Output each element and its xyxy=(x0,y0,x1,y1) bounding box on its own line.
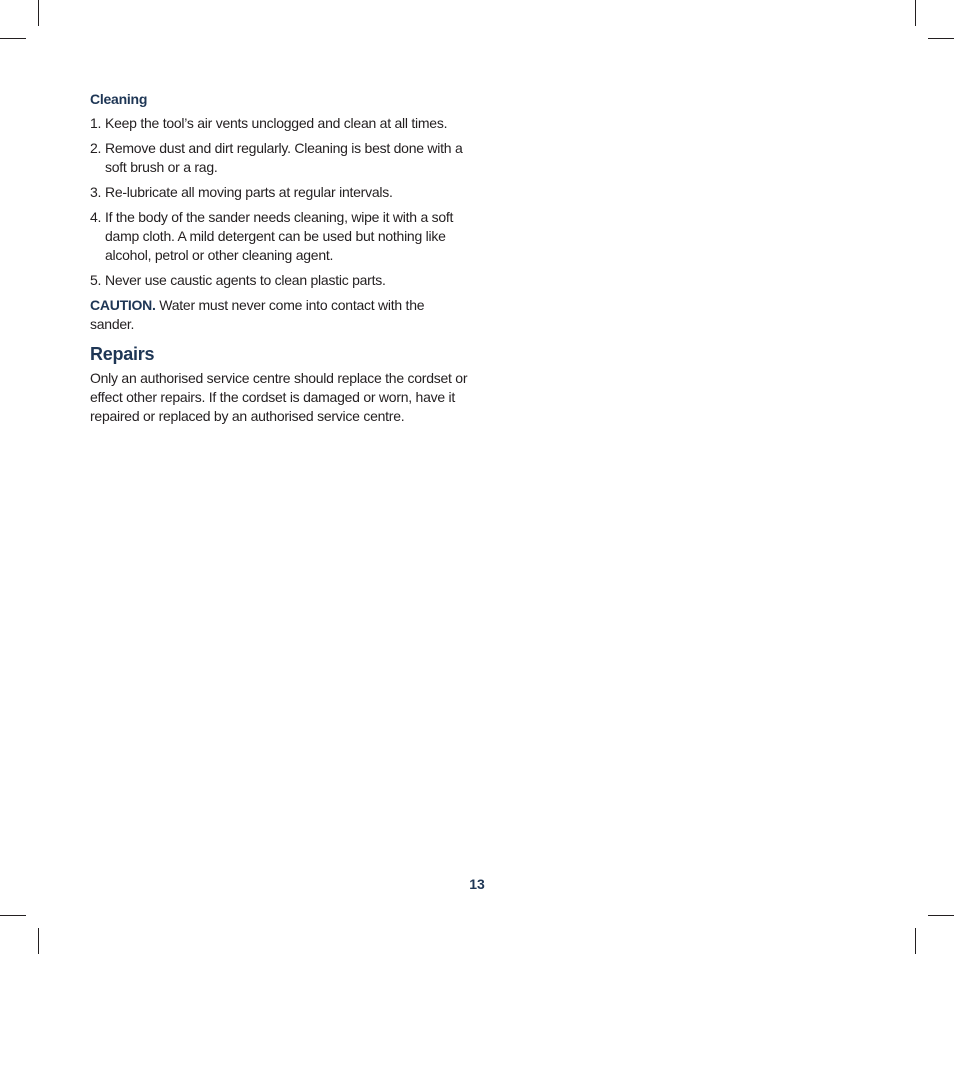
list-item-number: 2. xyxy=(90,140,102,156)
caution-text: Water must never come into contact with the sander. xyxy=(90,297,425,332)
repairs-paragraph: Only an authorised service centre should replace the cordset or effect other repairs. If the cordset is damaged or worn, have it repaired or replaced by an authorised service centre. xyxy=(90,370,468,424)
caution-label: CAUTION. xyxy=(90,297,156,313)
list-item-text: Keep the tool’s air vents unclogged and clean at all times. xyxy=(105,115,448,131)
list-item xyxy=(90,183,470,202)
list-item xyxy=(90,139,470,177)
page-number: 13 xyxy=(469,876,485,892)
crop-mark-bottom-right-horizontal xyxy=(928,915,954,916)
list-item-number: 5. xyxy=(90,272,102,288)
cleaning-steps-list xyxy=(90,114,470,290)
list-item-text: Never use caustic agents to clean plastic parts. xyxy=(105,272,386,288)
crop-mark-bottom-right-vertical xyxy=(915,928,916,954)
crop-mark-top-left-horizontal xyxy=(0,38,26,39)
repairs-heading: Repairs xyxy=(90,344,155,364)
cleaning-heading: Cleaning xyxy=(90,91,148,107)
crop-mark-top-right-horizontal xyxy=(928,38,954,39)
caution-note xyxy=(90,296,470,334)
crop-mark-bottom-left-vertical xyxy=(38,928,39,954)
crop-mark-top-right-vertical xyxy=(915,0,916,26)
crop-mark-bottom-left-horizontal xyxy=(0,915,26,916)
list-item xyxy=(90,208,470,265)
list-item xyxy=(90,271,470,290)
list-item-text: Remove dust and dirt regularly. Cleaning is best done with a soft brush or a rag. xyxy=(105,140,463,175)
list-item-text: Re-lubricate all moving parts at regular intervals. xyxy=(105,184,393,200)
list-item xyxy=(90,114,470,133)
list-item-number: 1. xyxy=(90,115,102,131)
manual-content xyxy=(90,90,470,426)
list-item-text: If the body of the sander needs cleaning, wipe it with a soft damp cloth. A mild detergent can be used but nothing like alcohol, petrol or other cleaning agent. xyxy=(105,209,454,263)
list-item-number: 3. xyxy=(90,184,102,200)
list-item-number: 4. xyxy=(90,209,102,225)
crop-mark-top-left-vertical xyxy=(38,0,39,26)
